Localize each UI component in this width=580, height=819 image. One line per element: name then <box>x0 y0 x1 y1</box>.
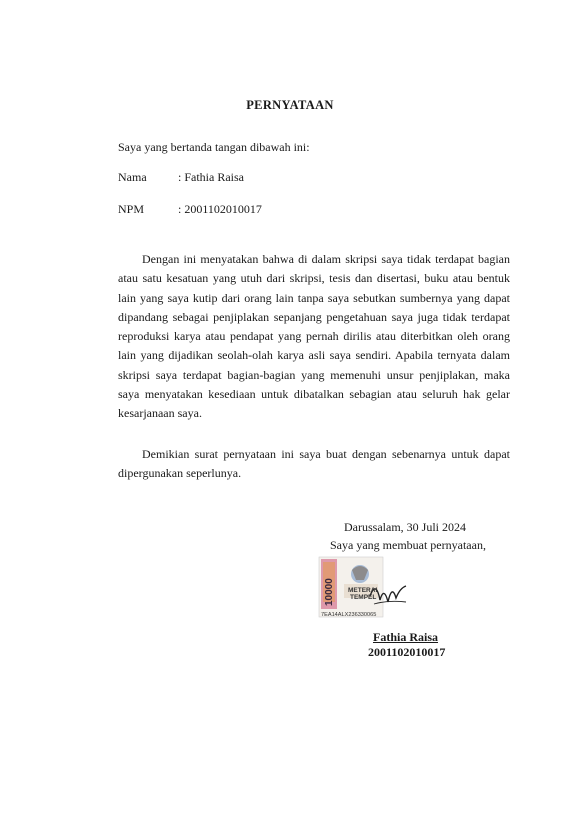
stamp-label-2: TEMPEL <box>350 594 377 601</box>
name-value: : Fathia Raisa <box>178 170 244 184</box>
intro-text: Saya yang bertanda tangan dibawah ini: <box>118 140 310 154</box>
npm-field <box>118 202 262 217</box>
name-label: Nama <box>118 170 147 184</box>
document-title: PERNYATAAN <box>246 98 334 112</box>
stamp-value: 10000 <box>324 578 335 606</box>
signer-name: Fathia Raisa <box>373 630 439 644</box>
place-date: Darussalam, 30 Juli 2024 <box>344 520 466 534</box>
meterai-stamp <box>318 556 410 622</box>
name-field <box>118 170 244 185</box>
signer-caption: Saya yang membuat pernyataan, <box>330 538 486 552</box>
npm-label: NPM <box>118 202 145 216</box>
closing-paragraph: Demikian surat pernyataan ini saya buat dengan sebenarnya untuk dapat dipergunakan seperlunya. <box>118 447 510 481</box>
signer-npm: 2001102010017 <box>368 645 446 659</box>
stamp-serial: 7EA14ALX236330065 <box>321 612 377 618</box>
npm-value: : 2001102010017 <box>178 202 262 216</box>
stamp-label-1: METERAI <box>348 587 378 594</box>
statement-paragraph: Dengan ini menyatakan bahwa di dalam skripsi saya tidak terdapat bagian atau satu kesatuan yang utuh dari skripsi, tesis dan disertasi, buku atau bentuk lain yang saya kutip dari orang lain tanpa saya sebutkan sumbernya yang dapat dipandang sebagai penjiplakan sepanjang pengetahuan saya juga tidak terdapat reproduksi karya atau pendapat yang pernah dirilis atau diterbitkan oleh orang lain yang dijadikan seolah-olah karya asli saya sendiri. Apabila ternyata dalam skripsi saya terdapat bagian-bagian yang memenuhi unsur penjiplakan, maka saya menyatakan kesediaan untuk dibatalkan sebagian atau seluruh hak gelar kesarjanaan saya. <box>118 252 510 421</box>
